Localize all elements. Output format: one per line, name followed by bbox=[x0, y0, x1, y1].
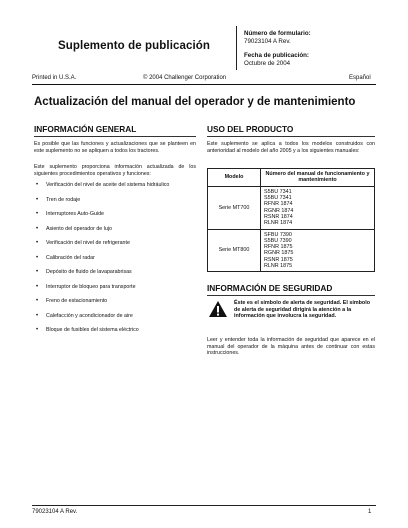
printed-in: Printed in U.S.A. bbox=[32, 75, 77, 81]
manual-number: RGNR 1874 bbox=[264, 207, 294, 214]
feature-list bbox=[34, 182, 196, 342]
safety-heading: INFORMACIÓN DE SEGURIDAD bbox=[207, 283, 333, 293]
manual-number: RLNR 1874 bbox=[264, 220, 293, 227]
list-item: • Tren de rodaje bbox=[34, 197, 196, 212]
language-label: Español bbox=[349, 75, 371, 81]
list-item: • Interruptor de bloqueo para transporte bbox=[34, 284, 196, 299]
table-header-row bbox=[208, 169, 375, 187]
manual-number: RSNR 1875 bbox=[264, 256, 293, 263]
list-item: • Asiento del operador de lujo bbox=[34, 226, 196, 241]
product-use-heading-rule bbox=[207, 136, 375, 137]
col-model-header: Modelo bbox=[208, 169, 261, 187]
list-item: • Freno de estacionamiento bbox=[34, 298, 196, 313]
form-number-label: Número de formulario: bbox=[244, 30, 311, 37]
table-row bbox=[208, 186, 375, 229]
product-use-para: Este suplemento se aplica a todos los modelos construidos con anterioridad al modelo del año 2005 y a los siguientes manuales: bbox=[207, 141, 375, 154]
pub-date-label: Fecha de publicación: bbox=[244, 52, 309, 59]
manual-number: SFBU 7390 bbox=[264, 231, 292, 238]
list-item: • Verificación del nivel de aceite del sistema hidráulico bbox=[34, 182, 196, 197]
footer-form-number: 79023104 A Rev. bbox=[32, 509, 78, 515]
manual-numbers-cell bbox=[261, 186, 375, 229]
list-item: • Interruptores Auto-Guide bbox=[34, 211, 196, 226]
manual-number: S5BU 7390 bbox=[264, 237, 292, 244]
manual-number: RFNR 1874 bbox=[264, 201, 293, 208]
safety-para: Leer y entender toda la información de seguridad que aparece en el manual del operador de la máquina antes de continuar con estas instrucciones. bbox=[207, 337, 375, 357]
list-item: • Bloque de fusibles del sistema eléctrico bbox=[34, 327, 196, 342]
safety-alert-triangle-icon bbox=[208, 300, 228, 318]
general-heading: INFORMACIÓN GENERAL bbox=[34, 124, 137, 134]
general-heading-rule bbox=[34, 136, 196, 137]
form-number-value: 79023104 A Rev. bbox=[244, 38, 291, 45]
pub-date-value: Octubre de 2004 bbox=[244, 60, 291, 67]
list-item: • Calibración del radar bbox=[34, 255, 196, 270]
model-cell: Serie MT700 bbox=[208, 186, 261, 229]
header-divider bbox=[236, 26, 237, 70]
manual-number: RGNR 1875 bbox=[264, 250, 294, 257]
manual-number: RLNR 1875 bbox=[264, 263, 293, 270]
copyright: © 2004 Challenger Corporation bbox=[143, 75, 227, 81]
manual-number: S5BU 7341 bbox=[264, 195, 292, 202]
manual-number: S5BU 7341 bbox=[264, 188, 292, 195]
list-item: • Calefacción y acondicionador de aire bbox=[34, 313, 196, 328]
list-item: • Verificación del nivel de refrigerante bbox=[34, 240, 196, 255]
page-number: 1 bbox=[368, 509, 372, 515]
general-para-2: Este suplemento proporciona información actualizada de los siguientes procedimientos operativos y funciones: bbox=[34, 164, 196, 177]
safety-heading-rule bbox=[207, 295, 375, 296]
col-number-header: Número del manual de funcionamiento y mantenimiento bbox=[261, 169, 375, 187]
main-title: Actualización del manual del operador y de mantenimiento bbox=[34, 96, 356, 108]
manual-table bbox=[207, 168, 375, 272]
general-para-1: Es posible que las funciones y actualizaciones que se planteen en este suplemento no se apliquen a todos los tractores. bbox=[34, 141, 196, 154]
product-use-heading: USO DEL PRODUCTO bbox=[207, 124, 294, 134]
footer-rule bbox=[32, 505, 376, 506]
manual-number: RSNR 1874 bbox=[264, 214, 293, 220]
model-cell: Serie MT800 bbox=[208, 229, 261, 272]
manual-numbers-cell bbox=[261, 229, 375, 272]
list-item: • Depósito de fluido de lavaparabrisas bbox=[34, 269, 196, 284]
manual-number: RFNR 1875 bbox=[264, 244, 293, 251]
publication-title: Suplemento de publicación bbox=[58, 40, 211, 52]
table-row bbox=[208, 229, 375, 272]
header-rule bbox=[32, 84, 376, 85]
safety-alert-text: Éste es el símbolo de alerta de seguridad. El símbolo de alerta de seguridad dirigirá la atención a la información que involucra la seguridad. bbox=[234, 300, 371, 320]
